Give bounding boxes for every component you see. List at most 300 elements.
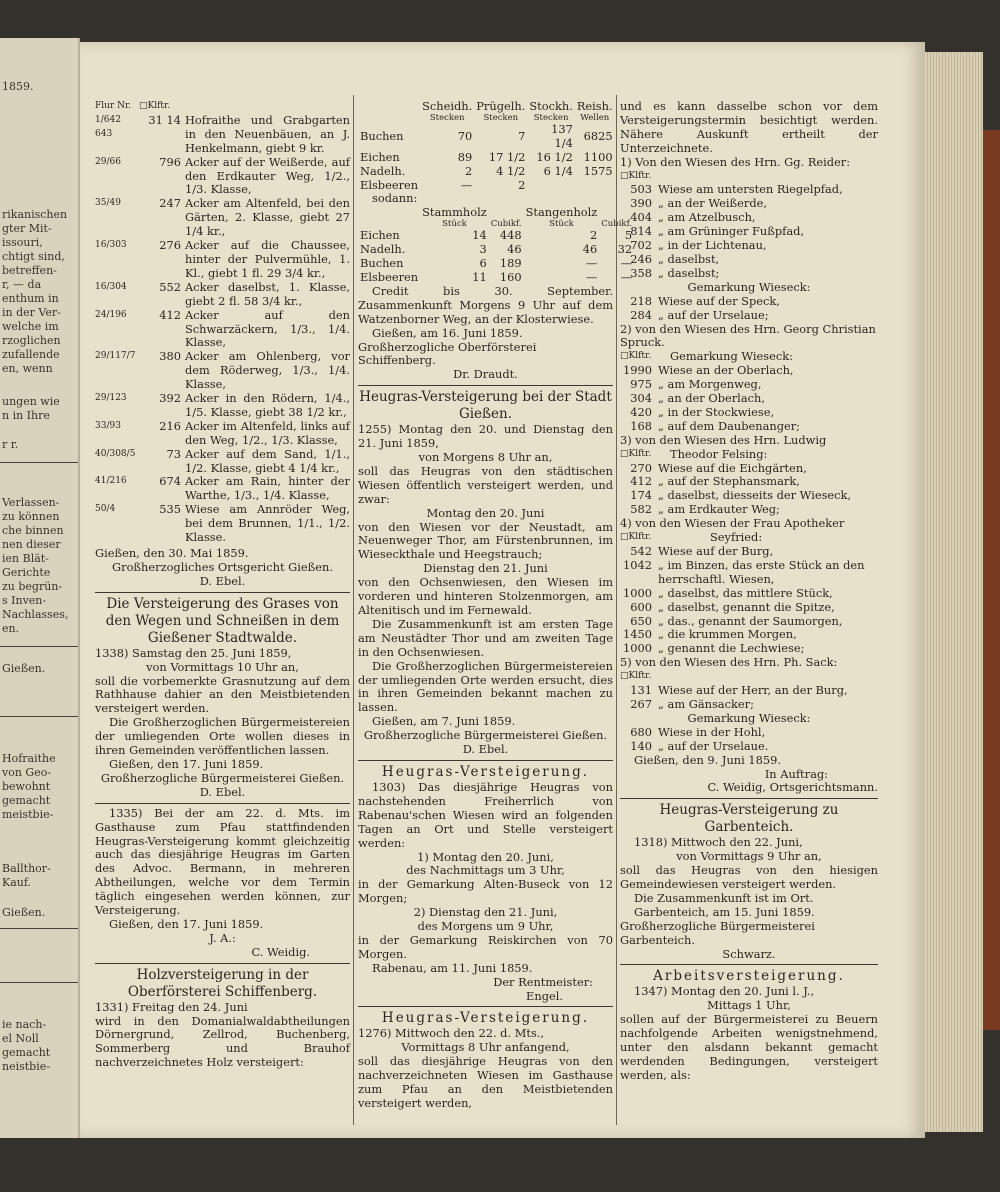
meadow-entry (620, 183, 878, 197)
left-page-fragment: zu begrün- (2, 580, 63, 593)
meadow-entry (620, 615, 878, 629)
table-cell: 4 1/2 (496, 163, 526, 178)
lot-area: 392 (159, 391, 181, 406)
meadow-name: „ in der Stockwiese, (658, 404, 775, 419)
left-page-fragment: ien Blät- (2, 552, 49, 565)
meadow-entry (620, 559, 878, 587)
lot-number: 33/93 (95, 420, 121, 431)
left-page-fragment: en. (2, 622, 20, 635)
wood-table-2 (358, 206, 634, 285)
notice-text: 2) Dienstag den 21. Juni, (413, 905, 558, 920)
table-unit: Stecken (533, 112, 569, 123)
divider (358, 760, 613, 761)
meadow-area: 358 (630, 265, 652, 280)
notice-text: 1276) Mittwoch den 22. d. Mts., (358, 1026, 545, 1041)
table-row (358, 151, 615, 165)
left-page-rule (0, 646, 80, 647)
meadow-entry (620, 309, 878, 323)
page-edges (925, 52, 983, 1132)
notice-text: in der Gemarkung Reiskirchen von 70 Morgen. (358, 932, 613, 961)
meadow-name: Wiese in der Hohl, (658, 724, 766, 739)
meadow-list (620, 462, 878, 518)
lot-entry (95, 114, 350, 156)
authority: Der Rentmeister: (493, 974, 593, 989)
notice-text: 1347) Montag den 20. Juni l. J., (634, 984, 815, 999)
section-heading: 3) von den Wiesen des Hrn. Ludwig (620, 432, 827, 447)
table-unit: Stecken (483, 112, 519, 123)
lot-description: Wiese am Annröder Weg, bei dem Brunnen, 1/1., 1/2. Klasse. (185, 502, 350, 545)
book-spine (983, 130, 1000, 1030)
lot-entry (95, 420, 350, 448)
authority: Großherzogliche Bürgermeisterei Gießen. (363, 728, 608, 743)
notice-text: Montag den 20. Juni (426, 505, 545, 520)
notice-text: und es kann dasselbe schon vor dem Versteigerungstermin besichtigt werden. Nähere Auskunft ertheilt der Unterzeichnete. (620, 99, 878, 155)
lot-entry (95, 503, 350, 545)
meadow-area: 600 (630, 599, 652, 614)
divider (95, 803, 350, 804)
meadow-name: „ daselbst, genannt die Spitze, (658, 599, 835, 614)
signature: C. Weidig, Ortsgerichtsmann. (707, 780, 878, 795)
table-cell: 5 (624, 228, 633, 243)
meadow-entry (620, 420, 878, 434)
left-page-fragment: ungen wie (2, 395, 60, 408)
meadow-area: 390 (630, 196, 652, 211)
meadow-area: 270 (630, 460, 652, 475)
left-page-rule (0, 928, 80, 929)
meadow-name: „ am Gänsacker; (658, 696, 754, 711)
meadow-area: 975 (630, 377, 652, 392)
lot-number: 40/308/5 (95, 448, 136, 459)
signature: Schwarz. (722, 946, 776, 961)
meadow-area: 404 (630, 210, 652, 225)
notice-text: in der Gemarkung Alten-Buseck von 12 Morgen; (358, 877, 613, 906)
table-cell: Elsbeeren (360, 177, 419, 192)
meadow-area: 131 (630, 683, 652, 698)
notice-text: soll das diesjährige Heugras von den nachverzeichneten Wiesen im Gasthause zum Pfau an den Meistbietenden versteigert werden, (358, 1054, 613, 1110)
left-page-fragment: Verlassen- (2, 496, 60, 509)
district-label: Gemarkung Wieseck: (670, 349, 793, 364)
date: Gießen, den 30. Mai 1859. (95, 546, 249, 560)
table-cell: 2 (465, 163, 473, 178)
meadow-area: 814 (630, 224, 652, 239)
lot-entry (95, 350, 350, 392)
meadow-entry (620, 489, 878, 503)
unit-label: □Klftr. (620, 448, 652, 459)
lot-number: 16/304 (95, 281, 127, 292)
notice-text: soll das Heugras von den städtischen Wiesen öffentlich versteigert werden, und zwar: (358, 463, 613, 506)
meadow-name: „ auf der Urselaue. (658, 738, 769, 753)
table-cell: 16 1/2 (536, 149, 573, 164)
table-cell (527, 179, 574, 193)
section-heading: 5) von den Wiesen des Hrn. Ph. Sack: (620, 655, 838, 670)
table-unit: Cubikf. (490, 219, 522, 230)
notice-text: sollen auf der Bürgermeisterei zu Beuern nachfolgende Arbeiten wenigstnehmend, unter den alsdann bekannt gemacht werdenden Bedingungen, versteigert werden, als: (620, 1012, 878, 1082)
meadow-entry (620, 364, 878, 378)
meadow-entry (620, 503, 878, 517)
date: Gießen, am 16. Juni 1859. (372, 325, 523, 340)
meadow-list (620, 726, 878, 754)
meadow-entry (620, 587, 878, 601)
lot-description: Acker daselbst, 1. Klasse, giebt 2 fl. 58 3/4 kr., (185, 279, 350, 308)
notice-text: Credit bis 30. September. Zusammenkunft Morgens 9 Uhr auf dem Watzenborner Weg, an der Klosterwiese. (358, 283, 613, 326)
table-cell: 70 (457, 128, 473, 143)
meadow-entry (620, 475, 878, 489)
meadow-name: „ im Binzen, das erste Stück an den herrschaftl. Wiesen, (658, 557, 865, 586)
meadow-area: 542 (630, 544, 652, 558)
table-header (358, 206, 420, 220)
table-header: Scheidh. (422, 99, 473, 113)
table-cell: 137 1/4 (551, 121, 573, 150)
table-cell: — (620, 269, 633, 284)
authority: Großherzogliche Oberförsterei Schiffenberg. (358, 339, 537, 368)
meadow-entry (620, 197, 878, 211)
owner-name: Theodor Felsing: (670, 446, 768, 461)
table-cell: — (620, 256, 633, 271)
column-rule-1 (353, 95, 354, 1125)
meadow-area: 246 (630, 251, 652, 266)
left-page-fragment: el Noll (2, 1032, 39, 1045)
notice-text: 1255) Montag den 20. und Dienstag den 21. Juni 1859, (358, 422, 613, 451)
table-cell: 2 (590, 228, 598, 243)
table-header (358, 100, 420, 114)
notice-heading: Heugras-Versteigerung. (381, 763, 590, 780)
section-heading: 1) Von den Wiesen des Hrn. Gg. Reider: (620, 154, 851, 169)
table-header: Prügelh. (476, 99, 526, 113)
left-page-fragment: meistbie- (2, 808, 54, 821)
meadow-entry (620, 267, 878, 281)
table-cell: — (460, 177, 473, 192)
meadow-name: Wiese an der Oberlach, (658, 363, 794, 378)
meadow-name: „ am Grüninger Fußpfad, (658, 224, 805, 239)
lot-number: 29/66 (95, 156, 121, 167)
notice-heading: Holzversteigerung in der Oberförsterei Schiffenberg. (127, 966, 318, 1000)
district-label: Gemarkung Wieseck: (687, 710, 811, 725)
lot-description: Acker am Rain, hinter der Warthe, 1/3., 1/4. Klasse, (185, 474, 350, 503)
meadow-name: „ am Erdkauter Weg; (658, 502, 780, 517)
meadow-name: „ in der Lichtenau, (658, 238, 767, 253)
table-cell: — (585, 269, 598, 284)
left-page-fragment: gter Mit- (2, 222, 52, 235)
meadow-entry (620, 545, 878, 559)
lot-description: Acker am Altenfeld, bei den Gärten, 2. Klasse, giebt 27 1/4 kr., (185, 196, 350, 239)
meadow-list (620, 364, 878, 434)
meadow-name: „ auf dem Daubenanger; (658, 418, 801, 433)
lot-entry (95, 448, 350, 476)
column-3 (620, 100, 878, 1083)
table-cell: 46 (507, 242, 522, 257)
left-page-fragment: issouri, (2, 236, 43, 249)
table-cell: 189 (499, 256, 522, 271)
lot-area: 276 (159, 238, 181, 253)
meadow-area: 140 (630, 738, 652, 753)
meadow-name: Wiese auf der Herr, an der Burg, (658, 683, 848, 698)
notice-text: wird in den Domanialwaldabtheilungen Dörnergrund, Zellrod, Buchenberg, Sommerberg und Brauhof nachverzeichnetes Holz versteigert: (95, 1013, 350, 1070)
left-page-fragment: rzoglichen (2, 334, 61, 347)
divider (95, 963, 350, 964)
meadow-entry (620, 628, 878, 642)
meadow-area: 1450 (623, 627, 652, 642)
table-row (358, 123, 615, 151)
lot-area: 247 (159, 196, 181, 211)
signature: Dr. Draudt. (453, 367, 518, 382)
left-page-fragment: gemacht (2, 794, 51, 807)
lot-area: 380 (159, 349, 181, 364)
lot-entry (95, 309, 350, 351)
meadow-name: „ daselbst, (658, 251, 720, 266)
meadow-entry (620, 740, 878, 754)
notice-heading: Heugras-Versteigerung bei der Stadt Gießen. (359, 389, 612, 423)
divider (358, 385, 613, 386)
unit-label: □Klftr. (620, 170, 652, 181)
meadow-name: „ das., genannt der Saumorgen, (658, 613, 843, 628)
table-row (358, 257, 634, 271)
meadow-area: 582 (630, 502, 652, 517)
table-cell: 46 (582, 242, 598, 257)
table-row (358, 243, 634, 257)
column-2 (358, 99, 633, 1111)
meadow-name: „ an der Oberlach, (658, 391, 765, 406)
left-page-fragment: enthum in (2, 292, 59, 305)
meadow-list (620, 295, 878, 323)
signature: D. Ebel. (462, 742, 509, 757)
column-1 (95, 100, 350, 1070)
left-page-fragment: che binnen (2, 524, 64, 537)
left-page-fragment: r r. (2, 438, 19, 451)
meadow-area: 1000 (623, 585, 652, 600)
notice-text: von Morgens 8 Uhr an, (418, 450, 553, 465)
meadow-entry (620, 726, 878, 740)
notice-text: 1) Montag den 20. Juni, (417, 849, 554, 864)
lot-entry (95, 281, 350, 309)
meadow-entry (620, 211, 878, 225)
lot-number: 35/49 (95, 198, 121, 209)
table-cell: 6 (479, 256, 487, 271)
lot-description: Acker in den Rödern, 1/4., 1/5. Klasse, giebt 38 1/2 kr., (185, 391, 350, 419)
table-cell: 6825 (583, 128, 613, 143)
lot-description: Acker auf den Schwarzäckern, 1/3., 1/4. Klasse, (185, 307, 350, 350)
lot-description: Hofraithe und Grabgarten in den Neuenbäuen, an J. Henkelmann, giebt 9 kr. (185, 112, 350, 155)
district-label: Gemarkung Wieseck: (687, 279, 811, 294)
left-page-rule (0, 982, 80, 983)
table-cell: 448 (499, 228, 522, 243)
meadow-area: 1042 (623, 557, 652, 572)
lot-entry (95, 475, 350, 503)
date: Gießen, den 17. Juni 1859. (109, 916, 264, 931)
lot-area: 535 (159, 502, 181, 517)
lot-area: 216 (159, 418, 181, 433)
notice-text: 1318) Mittwoch den 22. Juni, (634, 835, 803, 850)
section-heading: 4) von den Wiesen der Frau Apotheker (620, 516, 845, 531)
wood-table-1 (358, 100, 615, 192)
table-unit: Cubikf. (601, 219, 633, 230)
meadow-area: 420 (630, 404, 652, 419)
date: Gießen, am 7. Juni 1859. (372, 714, 516, 729)
lot-description: Acker auf der Weißerde, auf den Erdkauter Weg, 1/2., 1/3. Klasse, (185, 154, 350, 197)
divider (95, 592, 350, 593)
signature: D. Ebel. (199, 573, 246, 588)
left-page-fragment: nen dieser (2, 538, 61, 551)
left-page-fragment: chtigt sind, (2, 250, 65, 263)
lot-description: Acker auf die Chaussee, hinter der Pulvermühle, 1. Kl., giebt 1 fl. 29 3/4 kr., (185, 238, 350, 280)
meadow-area: 267 (630, 696, 652, 711)
meadow-entry (620, 684, 878, 698)
meadow-list (620, 545, 878, 656)
meadow-entry (620, 378, 878, 392)
lot-entry (95, 239, 350, 281)
table-cell: Nadelh. (360, 163, 406, 178)
table-unit: Stecken (429, 112, 465, 123)
left-page-fragment: betreffen- (2, 264, 57, 277)
meadow-entry (620, 406, 878, 420)
left-page-fragment: in der Ver- (2, 306, 61, 319)
notice-heading: Heugras-Versteigerung. (381, 1010, 590, 1027)
notice-text: soll die vorbemerkte Grasnutzung auf dem Rathhause dahier an den Meistbietenden versteigert werden. (95, 673, 350, 716)
table-cell: 6 1/4 (543, 163, 573, 178)
notice-heading: Heugras-Versteigerung zu Garbenteich. (659, 802, 839, 836)
table-cell: 17 1/2 (488, 149, 526, 164)
table-unit: Stück (442, 219, 467, 230)
meadow-area: 218 (630, 293, 652, 308)
table-row (358, 229, 634, 243)
lot-area: 31 14 (148, 112, 181, 127)
table-unit: Wellen (580, 112, 610, 123)
lot-area: 674 (159, 474, 181, 489)
table-unit (358, 114, 420, 123)
left-page-fragment: Gießen. (2, 662, 46, 675)
lot-number: 1/642 643 (95, 114, 121, 139)
meadow-name: „ am Atzelbusch, (658, 210, 756, 225)
notice-text: 1335) Bei der am 22. d. Mts. im Gasthause zum Pfau stattfindenden Heugras-Versteigerung kommt gleichzeitig auch das diesjährige Heugras im Garten des Advoc. Bermann, in mehreren Abtheilungen, welche vor dem Termin täglich eingesehen werden können, zur Versteigerung. (95, 805, 350, 918)
left-page-fragment: en, wenn (2, 362, 53, 375)
left-page-fragment: von Geo- (2, 766, 52, 779)
authority: Großherzogliches Ortsgericht Gießen. (112, 559, 333, 574)
meadow-area: 650 (630, 613, 652, 628)
meadow-name: „ daselbst, das mittlere Stück, (658, 585, 833, 600)
left-page-fragment: 1859. (2, 80, 34, 93)
left-page-fragment: Gießen. (2, 906, 46, 919)
lot-description: Acker im Altenfeld, links auf den Weg, 1/2., 1/3. Klasse, (185, 418, 350, 447)
left-page-fragment: welche im (2, 320, 59, 333)
left-page-fragment: zu können (2, 510, 60, 523)
meadow-entry (620, 392, 878, 406)
meadow-name: Wiese am untersten Riegelpfad, (658, 182, 843, 197)
signature: Engel. (526, 988, 563, 1003)
date: Rabenau, am 11. Juni 1859. (372, 960, 533, 975)
left-page-fragment: s Inven- (2, 594, 47, 607)
table-unit: Stück (549, 219, 574, 230)
lot-entry (95, 392, 350, 420)
left-page-fragment: bewohnt (2, 780, 51, 793)
left-page-fragment: rikanischen (2, 208, 68, 221)
notice-text: von den Ochsenwiesen, den Wiesen im vorderen und hinteren Stolzenmorgen, am Altenitisch und im Fernewald. (358, 575, 613, 617)
lot-number: 16/303 (95, 240, 127, 251)
meadow-area: 702 (630, 238, 652, 253)
divider (358, 1006, 613, 1007)
table-header (489, 206, 524, 220)
table-header: Stammholz (422, 205, 487, 220)
table-cell: Buchen (360, 128, 404, 143)
meadow-name: Wiese auf der Burg, (658, 544, 774, 558)
meadow-area: 503 (630, 182, 652, 197)
signature: D. Ebel. (199, 784, 246, 799)
left-page (0, 38, 80, 1138)
notice-text: 1303) Das diesjährige Heugras von nachstehenden Freiherrlich von Rabenau'schen Wiesen wird an folgenden Tagen an Ort und Stelle versteigert werden: (358, 779, 613, 850)
date: Gießen, den 9. Juni 1859. (634, 752, 781, 767)
meadow-area: 168 (630, 418, 652, 433)
meadow-entry (620, 462, 878, 476)
left-page-rule (0, 462, 80, 463)
notice-text: Die Zusammenkunft ist am ersten Tage am Neustädter Thor und am zweiten Tage in den Ochsenwiesen. (358, 616, 613, 659)
notice-text: soll das Heugras von den hiesigen Gemeindewiesen versteigert werden. (620, 863, 878, 892)
notice-heading: Arbeitsversteigerung. (653, 968, 845, 985)
notice-text: des Morgens um 9 Uhr, (417, 919, 554, 934)
meadow-list (620, 684, 878, 712)
left-page-fragment: zufallende (2, 348, 60, 361)
meadow-area: 1990 (623, 363, 652, 378)
meadow-name: „ daselbst, diesseits der Wieseck, (658, 488, 852, 503)
table-cell: Eichen (360, 228, 400, 243)
meadow-name: „ genannt die Lechwiese; (658, 641, 805, 656)
lot-number: 24/196 (95, 309, 127, 320)
table-cell: 160 (499, 269, 522, 284)
left-page-rule (0, 716, 80, 717)
table-cell: 14 (472, 228, 487, 243)
table-row (358, 271, 634, 285)
meadow-name: „ auf der Urselaue; (658, 307, 769, 322)
table-cell: 2 (518, 177, 526, 192)
meadow-name: Wiese auf die Eichgärten, (658, 460, 807, 475)
table-cell: Nadelh. (360, 242, 406, 257)
notice-text: des Nachmittags um 3 Uhr, (406, 863, 565, 878)
meadow-entry (620, 601, 878, 615)
notice-text: Die Großherzoglichen Bürgermeistereien der umliegenden Orte werden ersucht, dies in ihren Gemeinden bekannt machen zu lassen. (358, 658, 613, 715)
meadow-entry (620, 295, 878, 309)
table-row (358, 179, 615, 193)
notice-text: Dienstag den 21. Juni (423, 561, 548, 576)
lot-area: 796 (159, 154, 181, 169)
notice-text: von Vormittags 9 Uhr an, (676, 849, 822, 864)
left-page-fragment: Hofraithe (2, 752, 56, 765)
left-page-fragment: neistbie- (2, 1060, 50, 1073)
table-cell: Buchen (360, 256, 404, 271)
lot-header: Flur Nr. □Klftr. (95, 101, 171, 111)
table-cell: 11 (472, 269, 487, 284)
table-cell: Eichen (360, 149, 400, 164)
on-behalf: J. A.: (209, 930, 236, 945)
table-cell (575, 179, 615, 193)
meadow-list (620, 183, 878, 280)
signature: C. Weidig. (251, 944, 310, 959)
meadow-area: 284 (630, 307, 652, 322)
table-cell: 7 (518, 128, 526, 143)
unit-label: □Klftr. (620, 532, 652, 543)
meadow-name: „ die krummen Morgen, (658, 627, 797, 642)
meadow-entry (620, 239, 878, 253)
meadow-area: 412 (630, 474, 652, 489)
divider (620, 964, 878, 965)
section-heading: 2) von den Wiesen des Hrn. Georg Christian Spruck. (620, 321, 876, 350)
meadow-area: 174 (630, 488, 652, 503)
lot-list (95, 114, 350, 545)
lot-entry (95, 156, 350, 198)
table-row (358, 165, 615, 179)
notice-text: Vormittags 8 Uhr anfangend, (401, 1040, 570, 1055)
table-intro: sodann: (372, 191, 418, 206)
meadow-entry (620, 225, 878, 239)
table-header: Reish. (576, 99, 613, 113)
lot-number: 29/123 (95, 393, 127, 404)
lot-area: 73 (166, 446, 181, 461)
